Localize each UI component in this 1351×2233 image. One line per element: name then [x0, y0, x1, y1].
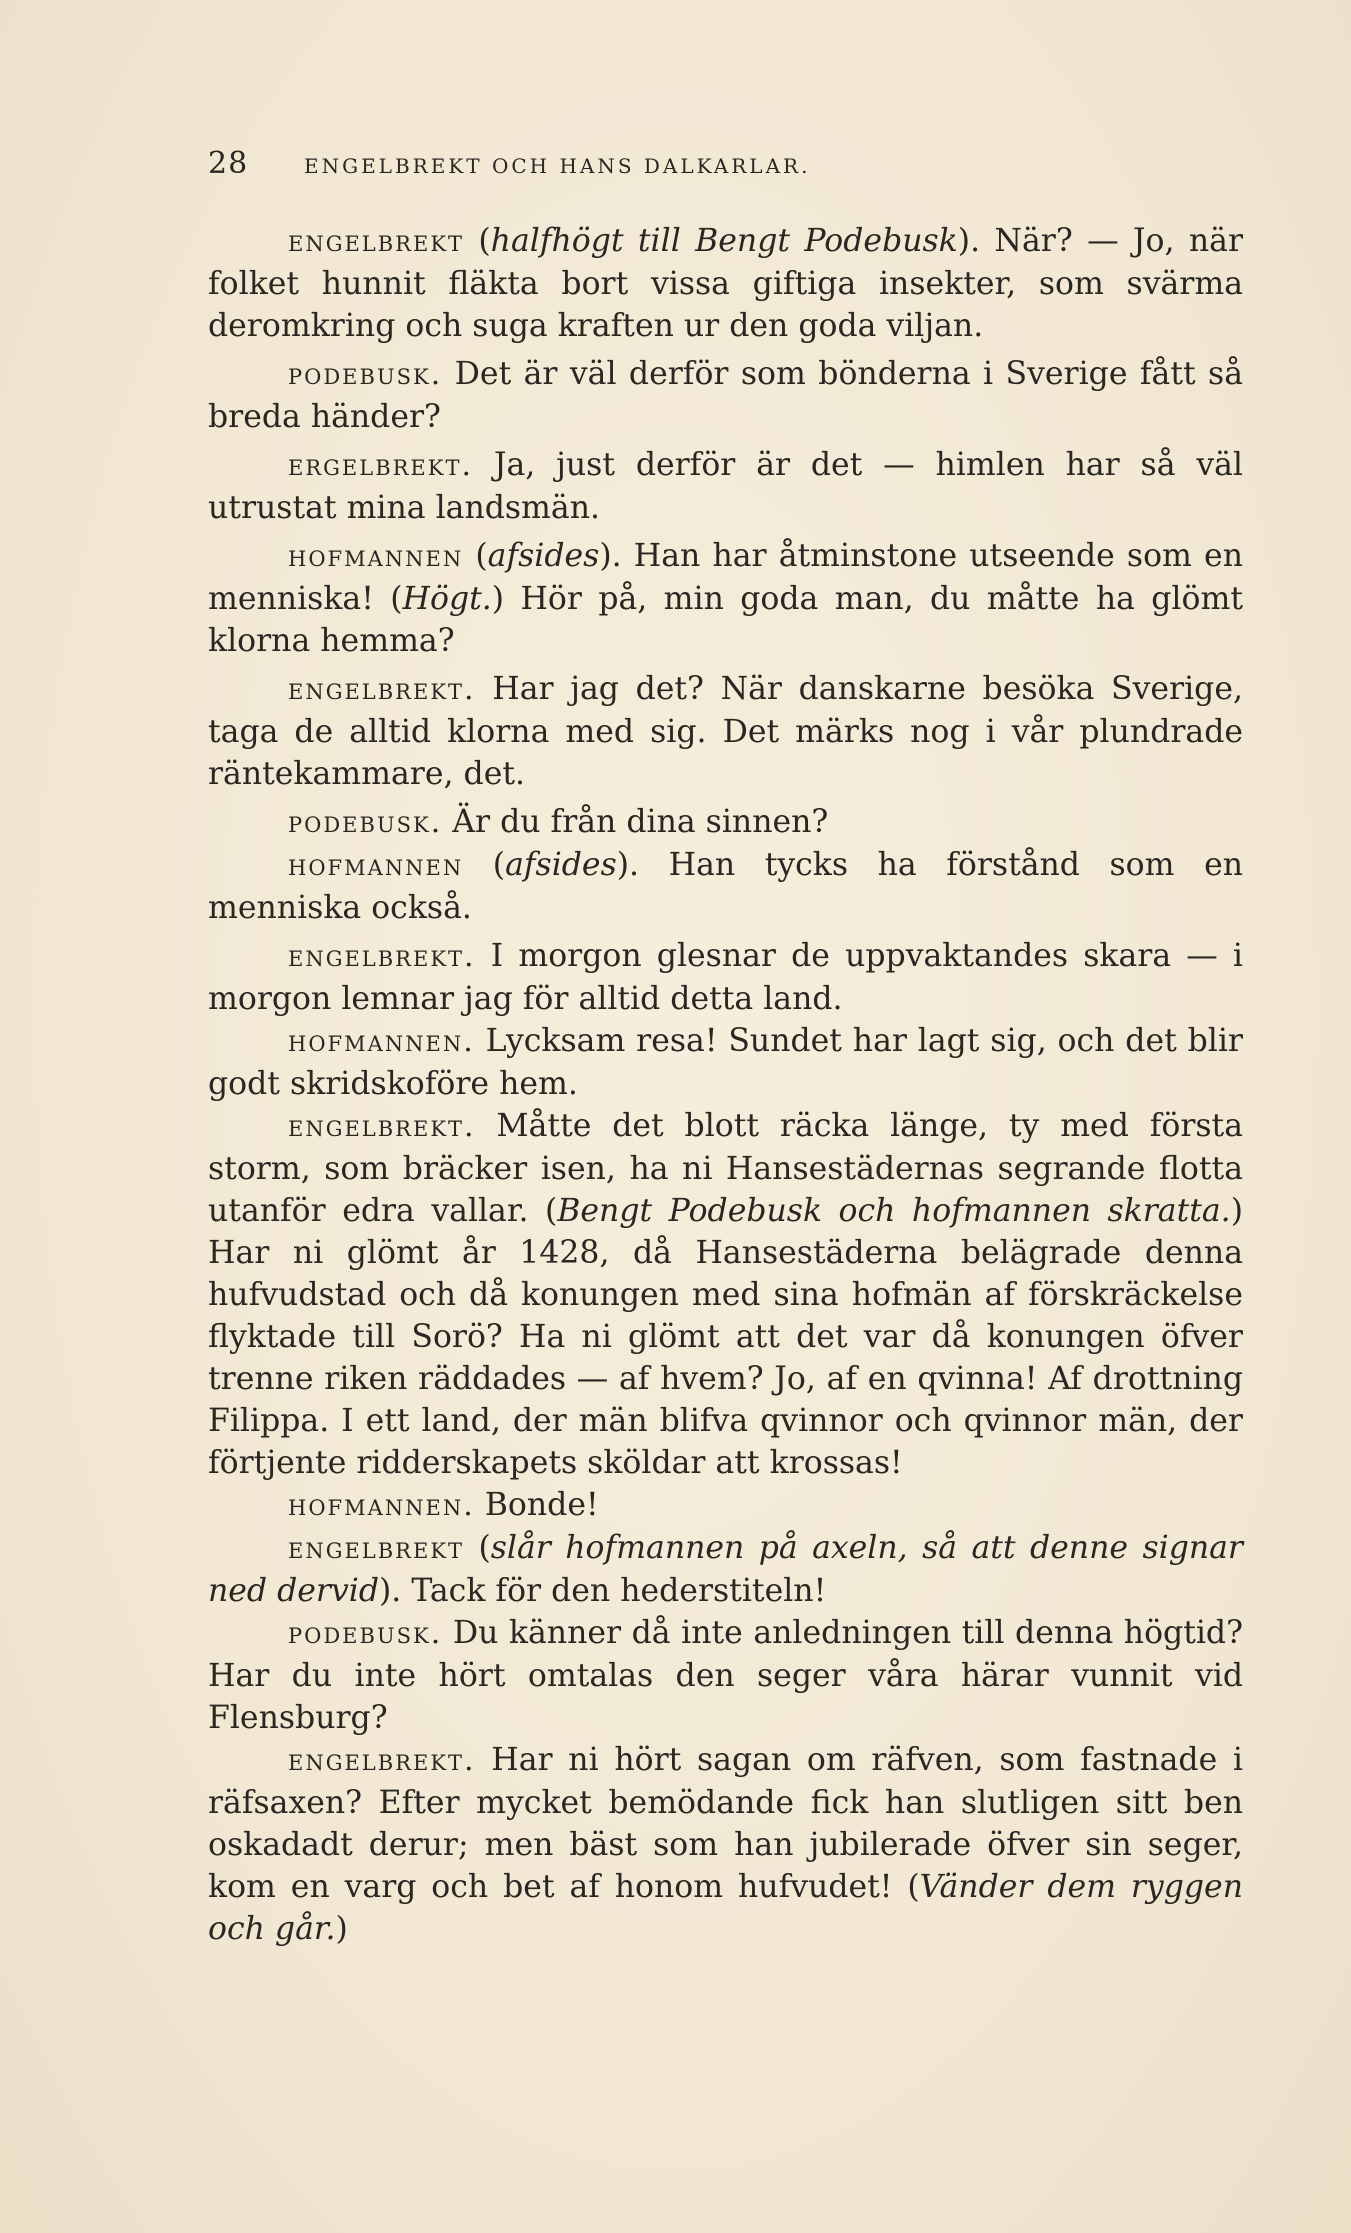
stage-direction: Vänder dem ryggen och går. — [208, 1869, 1243, 1947]
speaker-name: engelbrekt. — [288, 939, 476, 974]
dialogue-paragraph — [208, 1484, 1243, 1527]
dialogue-paragraph — [208, 1612, 1243, 1739]
speech-text: ). Han har åtminstone utseende som en menniska! ( — [208, 538, 1243, 617]
speech-text: ) Har ni glömt år 1428, då Hansestäderna belägrade denna hufvudstad och då konungen med sina hofmän af förskräckelse flyktade till Sorö? Ha ni glömt att det var då konungen öfver trenne riken räddades — af hvem? Jo, af en qvinna! Af drottning Filippa. I ett land, der män blifva qvinnor och qvinnor män, der förtjente ridderskapets sköldar att krossas! — [208, 1193, 1243, 1481]
speech-text: Du känner då inte anledningen till denna högtid? Har du inte hört omtalas den seger våra härar vunnit vid Flensburg? — [208, 1615, 1243, 1736]
dialogue-paragraph — [208, 1739, 1243, 1950]
dialogue-paragraph — [208, 220, 1243, 347]
speech-text: Det är väl derför som bönderna i Sverige fått så breda händer? — [208, 356, 1243, 435]
speech-text: Måtte det blott räcka länge, ty med första storm, som bräcker isen, ha ni Hansestädernas segrande flotta utanför edra vallar. ( — [208, 1108, 1243, 1229]
speaker-name: hofmannen — [288, 539, 464, 574]
speaker-name: engelbrekt — [288, 1531, 465, 1566]
speaker-name: hofmannen. — [288, 1488, 475, 1523]
speaker-name: hofmannen. — [288, 1024, 475, 1059]
dialogue-paragraph — [208, 1105, 1243, 1484]
dialogue-paragraph — [208, 668, 1243, 795]
stage-direction: halfhögt till Bengt Podebusk — [490, 223, 958, 259]
dialogue-paragraph — [208, 1527, 1243, 1612]
speech-text: ) — [335, 1911, 348, 1947]
speaker-name: engelbrekt. — [288, 1743, 476, 1778]
speech-text: I morgon glesnar de uppvaktandes skara — i morgon lemnar jag för alltid detta land. — [208, 938, 1243, 1017]
speech-text: ( — [464, 223, 491, 259]
speech-text: Ja, just derför är det — himlen har så väl utrustat mina landsmän. — [208, 447, 1243, 526]
dialogue-paragraph — [208, 935, 1243, 1020]
speech-text: ). Han tycks ha förstånd som en menniska också. — [208, 847, 1244, 926]
speaker-name: engelbrekt. — [288, 672, 476, 707]
speaker-name: ergelbrekt. — [288, 448, 473, 483]
speech-text: Har jag det? När danskarne besöka Sverige, taga de alltid klorna med sig. Det märks nog i vår plundrade räntekammare, det. — [208, 671, 1243, 792]
running-title: ENGELBREKT OCH HANS DALKARLAR. — [304, 154, 811, 178]
stage-direction: Högt. — [402, 581, 492, 617]
speech-text: ). Tack för den hederstiteln! — [379, 1573, 827, 1609]
stage-direction: afsides — [505, 847, 617, 883]
dialogue-text — [208, 220, 1243, 1950]
speech-text: ) Hör på, min goda man, du måtte ha glömt klorna hemma? — [208, 581, 1243, 659]
speaker-name: podebusk. — [288, 805, 443, 840]
page-header — [208, 146, 1158, 186]
speech-text: ( — [463, 847, 506, 883]
speaker-name: podebusk. — [288, 1616, 443, 1651]
stage-direction: afsides — [487, 538, 600, 574]
dialogue-paragraph — [208, 353, 1243, 438]
dialogue-paragraph — [208, 535, 1243, 662]
speaker-name: hofmannen — [288, 848, 464, 883]
dialogue-paragraph — [208, 1020, 1243, 1105]
speech-text: ( — [464, 1530, 491, 1566]
stage-direction: slår hofmannen på axeln, så att denne signar ned dervid — [208, 1530, 1243, 1609]
page-number: 28 — [208, 146, 249, 181]
speaker-name: podebusk. — [288, 357, 443, 392]
speech-text: Bonde! — [474, 1487, 599, 1523]
dialogue-paragraph — [208, 801, 1243, 844]
speech-text: ). När? — Jo, när folket hunnit fläkta bort vissa giftiga insekter, som svärma deromkring och suga kraften ur den goda viljan. — [208, 223, 1243, 344]
speech-text: Har ni hört sagan om räfven, som fastnade i räfsaxen? Efter mycket bemödande fick han slutligen sitt ben oskadadt derur; men bäst som han jubilerade öfver sin seger, kom en varg och bet af honom hufvudet! ( — [208, 1742, 1243, 1905]
speaker-name: engelbrekt — [288, 224, 465, 259]
speech-text: Är du från dina sinnen? — [442, 804, 829, 840]
stage-direction: Bengt Podebusk och hofmannen skratta. — [557, 1193, 1231, 1229]
speaker-name: engelbrekt. — [288, 1109, 476, 1144]
speech-text: ( — [463, 538, 488, 574]
dialogue-paragraph — [208, 444, 1243, 529]
dialogue-paragraph — [208, 844, 1243, 929]
speech-text: Lycksam resa! Sundet har lagt sig, och det blir godt skridskoföre hem. — [208, 1023, 1243, 1102]
